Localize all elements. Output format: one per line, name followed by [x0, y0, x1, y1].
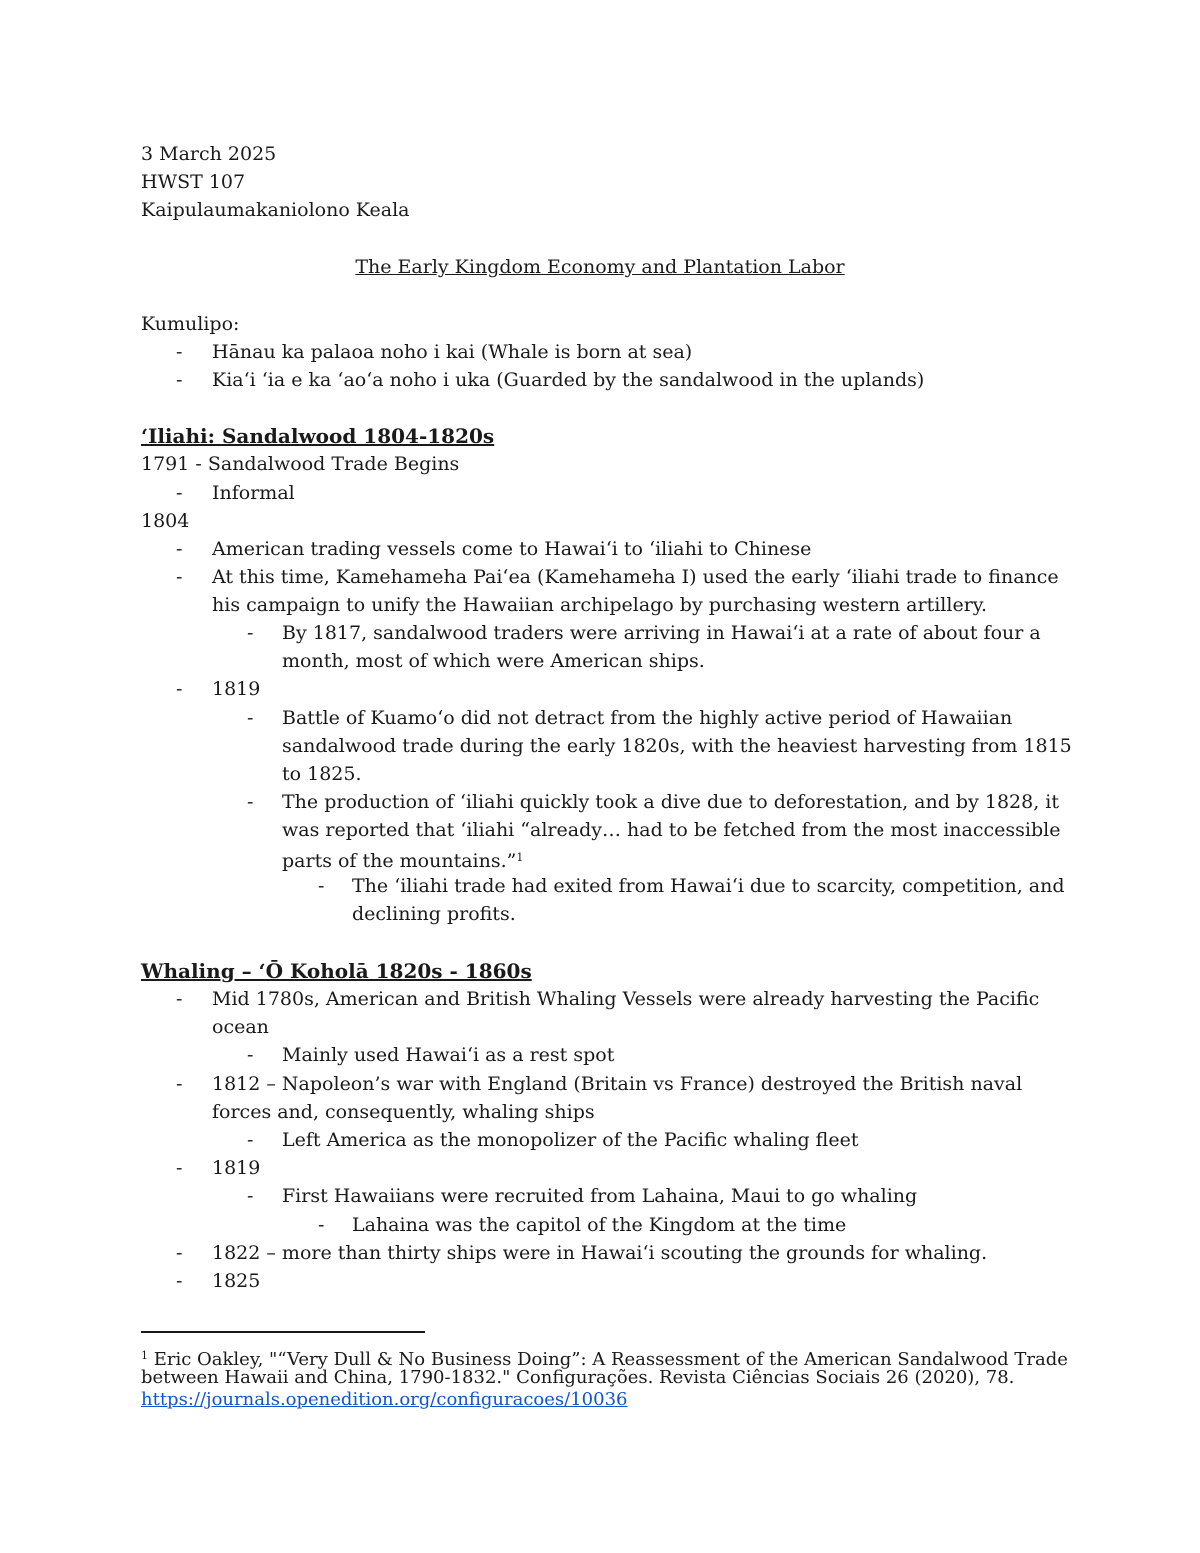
bullet-dash: -	[176, 538, 183, 560]
footnote-link[interactable]: https://journals.openedition.org/configuracoes/10036	[141, 1389, 628, 1410]
list-item: The ʻiliahi trade had exited from Hawaiʻi due to scarcity, competition, and	[352, 875, 1065, 897]
list-item: Mainly used Hawaiʻi as a rest spot	[282, 1044, 615, 1066]
document-title: The Early Kingdom Economy and Plantation Labor	[355, 256, 845, 278]
list-item: 1791 - Sandalwood Trade Begins	[141, 453, 460, 475]
bullet-dash: -	[247, 791, 254, 813]
list-item: Mid 1780s, American and British Whaling Vessels were already harvesting the Pacific	[212, 988, 1040, 1010]
footnote-reference[interactable]: 1	[516, 851, 524, 864]
kumulipo-line: Kiaʻi ʻia e ka ʻaoʻa noho i uka (Guarded by the sandalwood in the uplands)	[212, 369, 925, 391]
footnote-citation: Eric Oakley, "“Very Dull & No Business Doing”: A Reassessment of the American Sandalwood Trade	[148, 1349, 1068, 1370]
list-item: The production of ʻiliahi quickly took a dive due to deforestation, and by 1828, it	[282, 791, 1060, 813]
bullet-dash: -	[176, 988, 183, 1010]
list-item: 1825	[212, 1270, 261, 1292]
bullet-dash: -	[247, 1129, 254, 1151]
list-item-continuation: to 1825.	[282, 763, 362, 785]
course-line: HWST 107	[141, 171, 246, 193]
bullet-dash: -	[247, 1044, 254, 1066]
bullet-dash: -	[247, 622, 254, 644]
list-item: 1804	[141, 510, 190, 532]
kumulipo-line: Hānau ka palaoa noho i kai (Whale is born at sea)	[212, 341, 693, 363]
list-item: 1812 – Napoleon’s war with England (Britain vs France) destroyed the British naval	[212, 1073, 1023, 1095]
bullet-dash: -	[176, 1242, 183, 1264]
bullet-dash: -	[247, 1185, 254, 1207]
list-item-continuation: ocean	[212, 1016, 269, 1038]
list-item: Lahaina was the capitol of the Kingdom at the time	[352, 1214, 847, 1236]
bullet-dash: -	[247, 707, 254, 729]
bullet-dash: -	[176, 1157, 183, 1179]
list-item-continuation	[282, 844, 523, 875]
list-item: American trading vessels come to Hawaiʻi to ʻiliahi to Chinese	[212, 538, 812, 560]
list-item-continuation: declining profits.	[352, 903, 516, 925]
footnote-text-continuation: between Hawaii and China, 1790-1832." Configurações. Revista Ciências Sociais 26 (2020), 78.	[141, 1367, 1015, 1388]
list-item: Left America as the monopolizer of the Pacific whaling fleet	[282, 1129, 859, 1151]
section-heading-sandalwood: ʻIliahi: Sandalwood 1804-1820s	[141, 424, 495, 448]
kumulipo-label: Kumulipo:	[141, 313, 240, 335]
bullet-dash: -	[318, 875, 325, 897]
list-item: By 1817, sandalwood traders were arriving in Hawaiʻi at a rate of about four a	[282, 622, 1041, 644]
bullet-dash: -	[318, 1214, 325, 1236]
list-item: At this time, Kamehameha Paiʻea (Kamehameha I) used the early ʻiliahi trade to finance	[212, 566, 1059, 588]
bullet-dash: -	[176, 566, 183, 588]
list-item: Battle of Kuamoʻo did not detract from the highly active period of Hawaiian	[282, 707, 1013, 729]
footnote-separator	[141, 1331, 425, 1333]
list-item-continuation: sandalwood trade during the early 1820s, with the heaviest harvesting from 1815	[282, 735, 1072, 757]
footnote-marker: 1	[141, 1349, 148, 1362]
section-heading-whaling: Whaling – ʻŌ Koholā 1820s - 1860s	[141, 959, 532, 983]
bullet-dash: -	[176, 341, 183, 363]
list-item: Informal	[212, 482, 295, 504]
list-item-continuation: his campaign to unify the Hawaiian archipelago by purchasing western artillery.	[212, 594, 988, 616]
list-item: 1822 – more than thirty ships were in Hawaiʻi scouting the grounds for whaling.	[212, 1242, 988, 1264]
list-item-continuation: forces and, consequently, whaling ships	[212, 1101, 595, 1123]
bullet-dash: -	[176, 678, 183, 700]
list-item-continuation: was reported that ʻiliahi “already… had to be fetched from the most inaccessible	[282, 819, 1061, 841]
author-line: Kaipulaumakaniolono Keala	[141, 199, 410, 221]
bullet-dash: -	[176, 1073, 183, 1095]
list-item: First Hawaiians were recruited from Lahaina, Maui to go whaling	[282, 1185, 918, 1207]
list-item-continuation: month, most of which were American ships.	[282, 650, 705, 672]
bullet-dash: -	[176, 482, 183, 504]
bullet-dash: -	[176, 369, 183, 391]
quote-text: parts of the mountains.”	[282, 850, 517, 872]
list-item: 1819	[212, 1157, 261, 1179]
list-item: 1819	[212, 678, 261, 700]
bullet-dash: -	[176, 1270, 183, 1292]
date-line: 3 March 2025	[141, 143, 277, 165]
